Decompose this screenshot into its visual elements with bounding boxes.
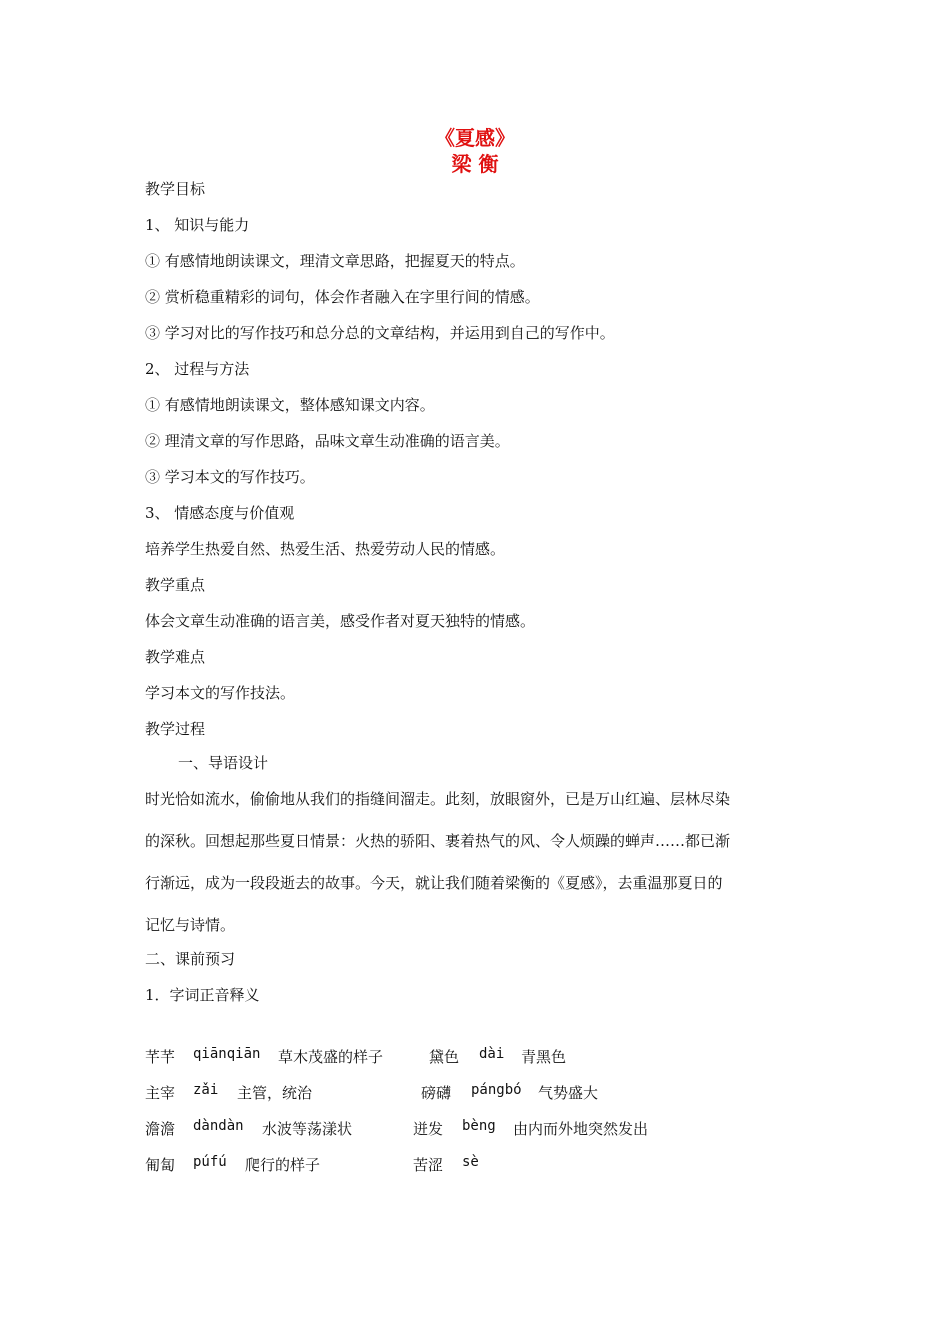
vocab-word: 迸发: [413, 1120, 444, 1138]
intro-paragraph-line: 时光恰如流水，偷偷地从我们的指缝间溜走。此刻，放眼窗外，已是万山红遍、层林尽染: [145, 790, 731, 808]
vocab-pinyin: dàndàn: [193, 1118, 244, 1134]
objective-1-item: ① 有感情地朗读课文，理清文章思路，把握夏天的特点。: [145, 252, 525, 270]
document-title: 《夏感》: [435, 126, 515, 150]
objective-2-item: ③ 学习本文的写作技巧。: [145, 468, 315, 486]
difficulty-text: 学习本文的写作技法。: [145, 684, 296, 702]
objective-1-item: ③ 学习对比的写作技巧和总分总的文章结构，并运用到自己的写作中。: [145, 324, 615, 342]
preview-heading: 二、课前预习: [145, 950, 236, 968]
vocab-pinyin: sè: [462, 1154, 479, 1170]
preview-subheading: 1．字词正音释义: [145, 986, 260, 1004]
objective-2-heading: 2、 过程与方法: [145, 360, 250, 378]
objective-2-item: ① 有感情地朗读课文，整体感知课文内容。: [145, 396, 435, 414]
vocab-word: 磅礴: [421, 1084, 452, 1102]
vocab-pinyin: dài: [479, 1046, 505, 1062]
vocab-meaning: 气势盛大: [538, 1084, 599, 1102]
vocab-meaning: 主管，统治: [237, 1084, 313, 1102]
difficulty-heading: 教学难点: [145, 648, 206, 666]
intro-heading: 一、导语设计: [178, 754, 269, 772]
vocab-meaning: 水波等荡漾状: [262, 1120, 353, 1138]
objective-2-item: ② 理清文章的写作思路，品味文章生动准确的语言美。: [145, 432, 510, 450]
key-points-heading: 教学重点: [145, 576, 206, 594]
vocab-pinyin: púfú: [193, 1154, 227, 1170]
vocab-meaning: 爬行的样子: [245, 1156, 321, 1174]
vocab-meaning: 由内而外地突然发出: [513, 1120, 649, 1138]
intro-paragraph-line: 记忆与诗情。: [145, 916, 236, 934]
vocab-word: 澹澹: [145, 1120, 176, 1138]
objective-3-heading: 3、 情感态度与价值观: [145, 504, 295, 522]
vocab-word: 芊芊: [145, 1048, 176, 1066]
objective-1-item: ② 赏析稳重精彩的词句，体会作者融入在字里行间的情感。: [145, 288, 540, 306]
document-author: 梁 衡: [451, 152, 499, 176]
vocab-pinyin: bèng: [462, 1118, 496, 1134]
vocab-pinyin: qiānqiān: [193, 1046, 261, 1062]
objective-3-text: 培养学生热爱自然、热爱生活、热爱劳动人民的情感。: [145, 540, 506, 558]
vocab-word: 主宰: [145, 1084, 176, 1102]
intro-paragraph-line: 行渐远，成为一段段逝去的故事。今天，就让我们随着梁衡的《夏感》，去重温那夏日的: [145, 874, 723, 892]
vocab-pinyin: zǎi: [193, 1082, 219, 1098]
objectives-heading: 教学目标: [145, 180, 206, 198]
vocab-pinyin: pángbó: [471, 1082, 522, 1098]
objective-1-heading: 1、 知识与能力: [145, 216, 250, 234]
vocab-meaning: 青黑色: [521, 1048, 567, 1066]
vocab-word: 黛色: [429, 1048, 460, 1066]
process-heading: 教学过程: [145, 720, 206, 738]
vocab-word: 苦涩: [413, 1156, 444, 1174]
vocab-meaning: 草木茂盛的样子: [278, 1048, 384, 1066]
intro-paragraph-line: 的深秋。回想起那些夏日情景：火热的骄阳、裹着热气的风、令人烦躁的蝉声……都已渐: [145, 832, 731, 850]
vocab-word: 匍匐: [145, 1156, 176, 1174]
key-points-text: 体会文章生动准确的语言美，感受作者对夏天独特的情感。: [145, 612, 536, 630]
